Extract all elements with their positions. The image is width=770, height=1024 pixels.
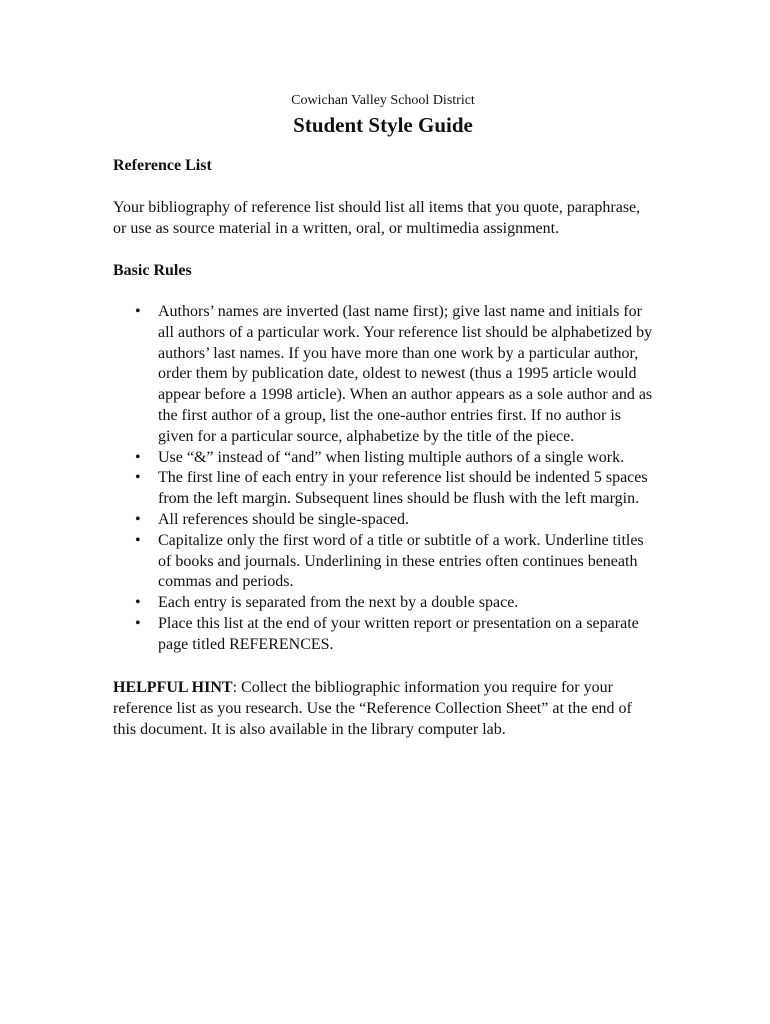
rule-item bbox=[113, 510, 653, 531]
helpful-hint-label: HELPFUL HINT bbox=[113, 678, 233, 696]
helpful-hint bbox=[113, 677, 653, 740]
reference-list-heading: Reference List bbox=[113, 157, 212, 174]
bullet-icon: • bbox=[135, 594, 141, 612]
rule-item bbox=[113, 614, 653, 656]
bullet-icon: • bbox=[135, 448, 141, 466]
bullet-icon: • bbox=[135, 614, 141, 632]
rule-text: The first line of each entry in your reference list should be indented 5 spaces from the left margin. Subsequent lines should be flush with the left margin. bbox=[158, 469, 648, 508]
district-name: Cowichan Valley School District bbox=[291, 93, 475, 108]
document-page bbox=[113, 92, 653, 740]
page-title: Student Style Guide bbox=[293, 113, 473, 137]
bullet-icon: • bbox=[135, 531, 141, 549]
bullet-icon: • bbox=[135, 510, 141, 528]
bullet-icon: • bbox=[135, 469, 141, 487]
rule-item bbox=[113, 302, 653, 448]
rule-text: Authors’ names are inverted (last name first); give last name and initials for all authors of a particular work. Your reference list should be alphabetized by authors’ last names. If you have more than one work by a particular author, order them by publication date, oldest to newest (thus a 1995 article would appear before a 1998 article). When an author appears as a sole author and as the first author of a group, list the one-author entries first. If no author is given for a particular source, alphabetize by the title of the piece. bbox=[158, 303, 653, 445]
basic-rules-heading: Basic Rules bbox=[113, 262, 192, 279]
helpful-hint-text: : Collect the bibliographic information you require for your reference list as you research. Use the “Reference Collection Sheet” at the end of this document. It is also available in the library computer lab. bbox=[113, 678, 632, 738]
rule-text: All references should be single-spaced. bbox=[158, 510, 410, 528]
rule-text: Each entry is separated from the next by a double space. bbox=[158, 594, 519, 612]
rule-item bbox=[113, 468, 653, 510]
reference-list-paragraph: Your bibliography of reference list should list all items that you quote, paraphrase, or use as source material in a written, oral, or multimedia assignment. bbox=[113, 199, 641, 237]
rule-item bbox=[113, 531, 653, 593]
bullet-icon: • bbox=[135, 303, 141, 320]
rule-item bbox=[113, 448, 653, 469]
basic-rules-list bbox=[113, 302, 653, 656]
rule-item bbox=[113, 593, 653, 614]
rule-text: Use “&” instead of “and” when listing multiple authors of a single work. bbox=[158, 448, 625, 466]
rule-text: Place this list at the end of your written report or presentation on a separate page titled REFERENCES. bbox=[158, 614, 639, 653]
rule-text: Capitalize only the first word of a title or subtitle of a work. Underline titles of books and journals. Underlining in these entries often continues beneath commas and periods. bbox=[158, 531, 644, 591]
